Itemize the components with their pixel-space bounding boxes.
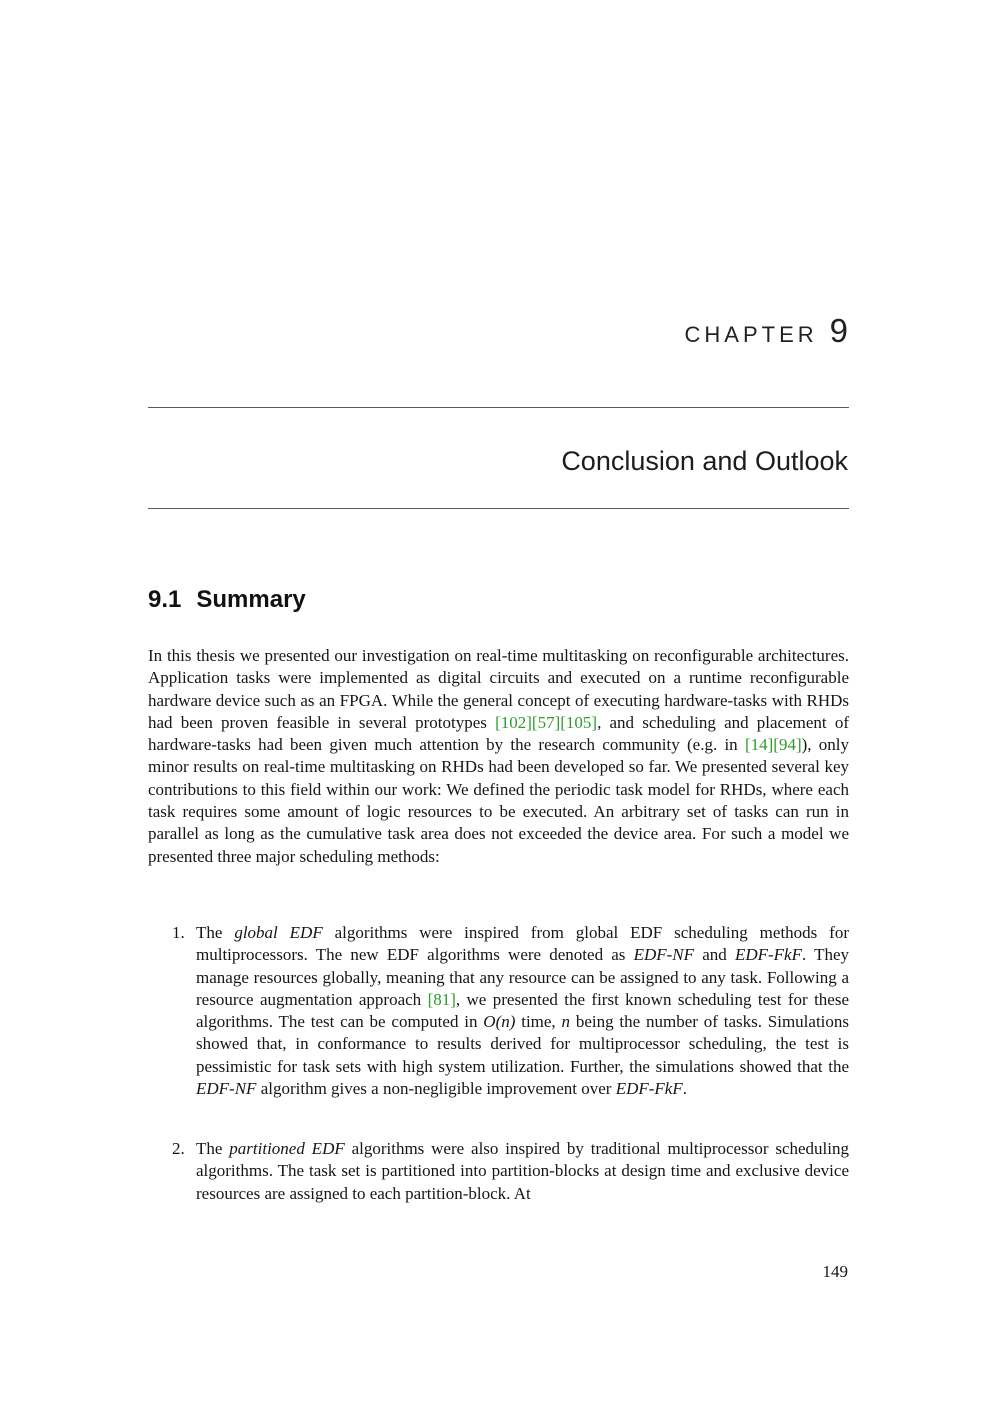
summary-paragraph	[148, 645, 849, 868]
text-run: algorithm gives a non-negligible improvement over	[256, 1079, 616, 1099]
italic-term: EDF-NF	[633, 945, 695, 965]
list-item-number: 1.	[172, 923, 185, 942]
chapter-number: 9	[829, 312, 848, 349]
italic-term: EDF-FkF	[734, 945, 802, 965]
text-run: ), only minor results on real-time multitasking on RHDs had been developed so far. We presented several key contributions to this field within our work: We defined the periodic task model for RHDs, where each task requires some amount of logic resources to be executed. An arbitrary set of tasks can run in parallel as long as the cumulative task area does not exceeded the device area. For such a model we presented three major scheduling methods:	[148, 735, 850, 866]
citation-link[interactable]: [94]	[773, 735, 802, 755]
section-title: Summary	[196, 586, 306, 613]
italic-term: EDF-FkF	[615, 1079, 683, 1099]
text-run: algorithms were inspired from global EDF scheduling methods for multiprocessors. The new EDF algorithms were denoted as	[196, 923, 849, 965]
list-item	[172, 1138, 849, 1205]
text-run: , we presented the first known scheduling test for these algorithms. The test can be computed in	[196, 989, 849, 1032]
italic-term: partitioned EDF	[229, 1139, 345, 1158]
chapter-title: Conclusion and Outlook	[561, 446, 848, 476]
text-run: . They manage resources globally, meaning that any resource can be assigned to any task. Following a resource augmentation approach	[196, 945, 850, 1009]
chapter-label: CHAPTER	[684, 322, 818, 347]
italic-term: n	[561, 1012, 571, 1032]
list-item-text	[196, 1139, 849, 1203]
citation-link[interactable]: [14]	[744, 735, 774, 755]
citation-link[interactable]: [57]	[531, 712, 561, 732]
text-run: The	[196, 1139, 230, 1158]
italic-term: global EDF	[234, 923, 323, 942]
text-run: and	[694, 945, 735, 965]
text-run: being the number of tasks. Simulations showed that, in conformance to results derived for multiprocessor scheduling, the test is pessimistic for task sets with high system utilization. Further, the simulations showed that the	[196, 1012, 850, 1076]
chapter-rule-top	[148, 407, 849, 408]
list-item-number: 2.	[172, 1139, 185, 1158]
chapter-heading	[148, 312, 848, 350]
text-run: .	[682, 1079, 687, 1099]
text-run: algorithms were also inspired by traditional multiprocessor scheduling algorithms. The task set is partitioned into partition-blocks at design time and exclusive device resources are assigned to each partition-block. At	[196, 1139, 849, 1203]
text-run: The	[196, 923, 235, 942]
chapter-rule-bottom	[148, 508, 849, 509]
section-number: 9.1	[148, 586, 182, 613]
italic-term: O(n)	[483, 1012, 516, 1032]
italic-term: EDF-NF	[196, 1079, 257, 1099]
text-run: In this thesis we presented our investigation on real-time multitasking on reconfigurable architectures. Application tasks were implemented as digital circuits and executed on a runtime reconfigurable hardware device such as an FPGA. While the general concept of executing hardware-tasks with RHDs had been proven feasible in several prototypes	[148, 646, 849, 732]
text-run: , and scheduling and placement of hardware-tasks had been given much attention by the research community (e.g. in	[148, 712, 849, 755]
citation-link[interactable]: [105]	[560, 712, 598, 732]
page-number: 149	[822, 1262, 848, 1281]
section-heading	[148, 586, 849, 614]
text-run: time,	[515, 1012, 562, 1032]
citation-link[interactable]: [102]	[495, 712, 532, 732]
list-item	[172, 922, 850, 1100]
list-item-text	[196, 923, 849, 1098]
citation-link[interactable]: [81]	[427, 989, 456, 1009]
